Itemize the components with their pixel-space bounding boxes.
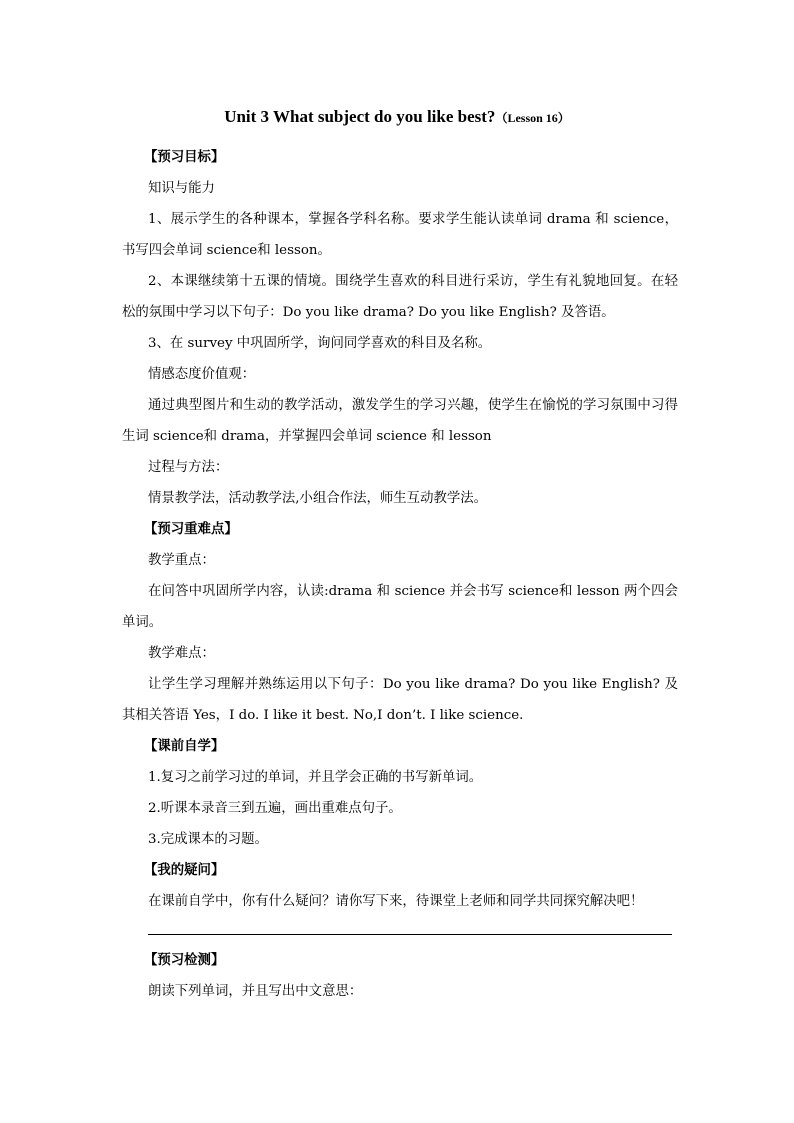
- objective-item-1: 1、展示学生的各种课本，掌握各学科名称。要求学生能认读单词 drama 和 science，书写四会单词 science和 lesson。: [122, 212, 678, 258]
- emotion-text: 通过典型图片和生动的教学活动，激发学生的学习兴趣，使学生在愉悦的学习氛围中习得生词 science和 drama，并掌握四会单词 science 和 lesson: [122, 398, 678, 444]
- check-text: 朗读下列单词，并且写出中文意思：: [148, 984, 363, 999]
- document-title: [0, 107, 794, 127]
- difficulty-label: 教学难点：: [148, 646, 215, 661]
- document-body: [122, 142, 678, 1007]
- questions-text: 在课前自学中，你有什么疑问？请你写下来，待课堂上老师和同学共同探究解决吧！: [148, 894, 644, 909]
- questions-heading: 【我的疑问】: [144, 862, 225, 878]
- answer-line[interactable]: [148, 934, 672, 935]
- objective-item-2: 2、本课继续第十五课的情境。围绕学生喜欢的科目进行采访，学生有礼貌地回复。在轻松的氛围中学习以下句子：Do you like drama? Do you like English? 及答语。: [122, 274, 678, 320]
- objective-item-3: 3、在 survey 中巩固所学，询问同学喜欢的科目及名称。: [148, 336, 492, 351]
- self-study-item-3: 3.完成课本的习题。: [148, 832, 268, 847]
- title-main: Unit 3 What subject do you like best?: [224, 107, 496, 126]
- focus-text: 在问答中巩固所学内容，认读:drama 和 science 并会书写 science和 lesson 两个四会单词。: [122, 584, 678, 630]
- objectives-heading: 【预习目标】: [144, 149, 225, 165]
- emotion-label: 情感态度价值观：: [148, 367, 256, 382]
- self-study-item-2: 2.听课本录音三到五遍，画出重难点句子。: [148, 801, 402, 816]
- self-study-item-1: 1.复习之前学习过的单词，并且学会正确的书写新单词。: [148, 770, 483, 785]
- check-heading: 【预习检测】: [144, 952, 225, 968]
- difficulty-text: 让学生学习理解并熟练运用以下句子：Do you like drama? Do you like English? 及其相关答语 Yes，I do. I like it best. No,I don’t. I like science.: [122, 677, 678, 723]
- key-points-heading: 【预习重难点】: [144, 521, 238, 537]
- title-lesson: （Lesson 16）: [495, 111, 570, 125]
- process-text: 情景教学法，活动教学法,小组合作法，师生互动教学法。: [148, 491, 488, 506]
- focus-label: 教学重点：: [148, 553, 215, 568]
- process-label: 过程与方法：: [148, 460, 229, 475]
- self-study-heading: 【课前自学】: [144, 738, 225, 754]
- knowledge-label: 知识与能力: [148, 181, 215, 196]
